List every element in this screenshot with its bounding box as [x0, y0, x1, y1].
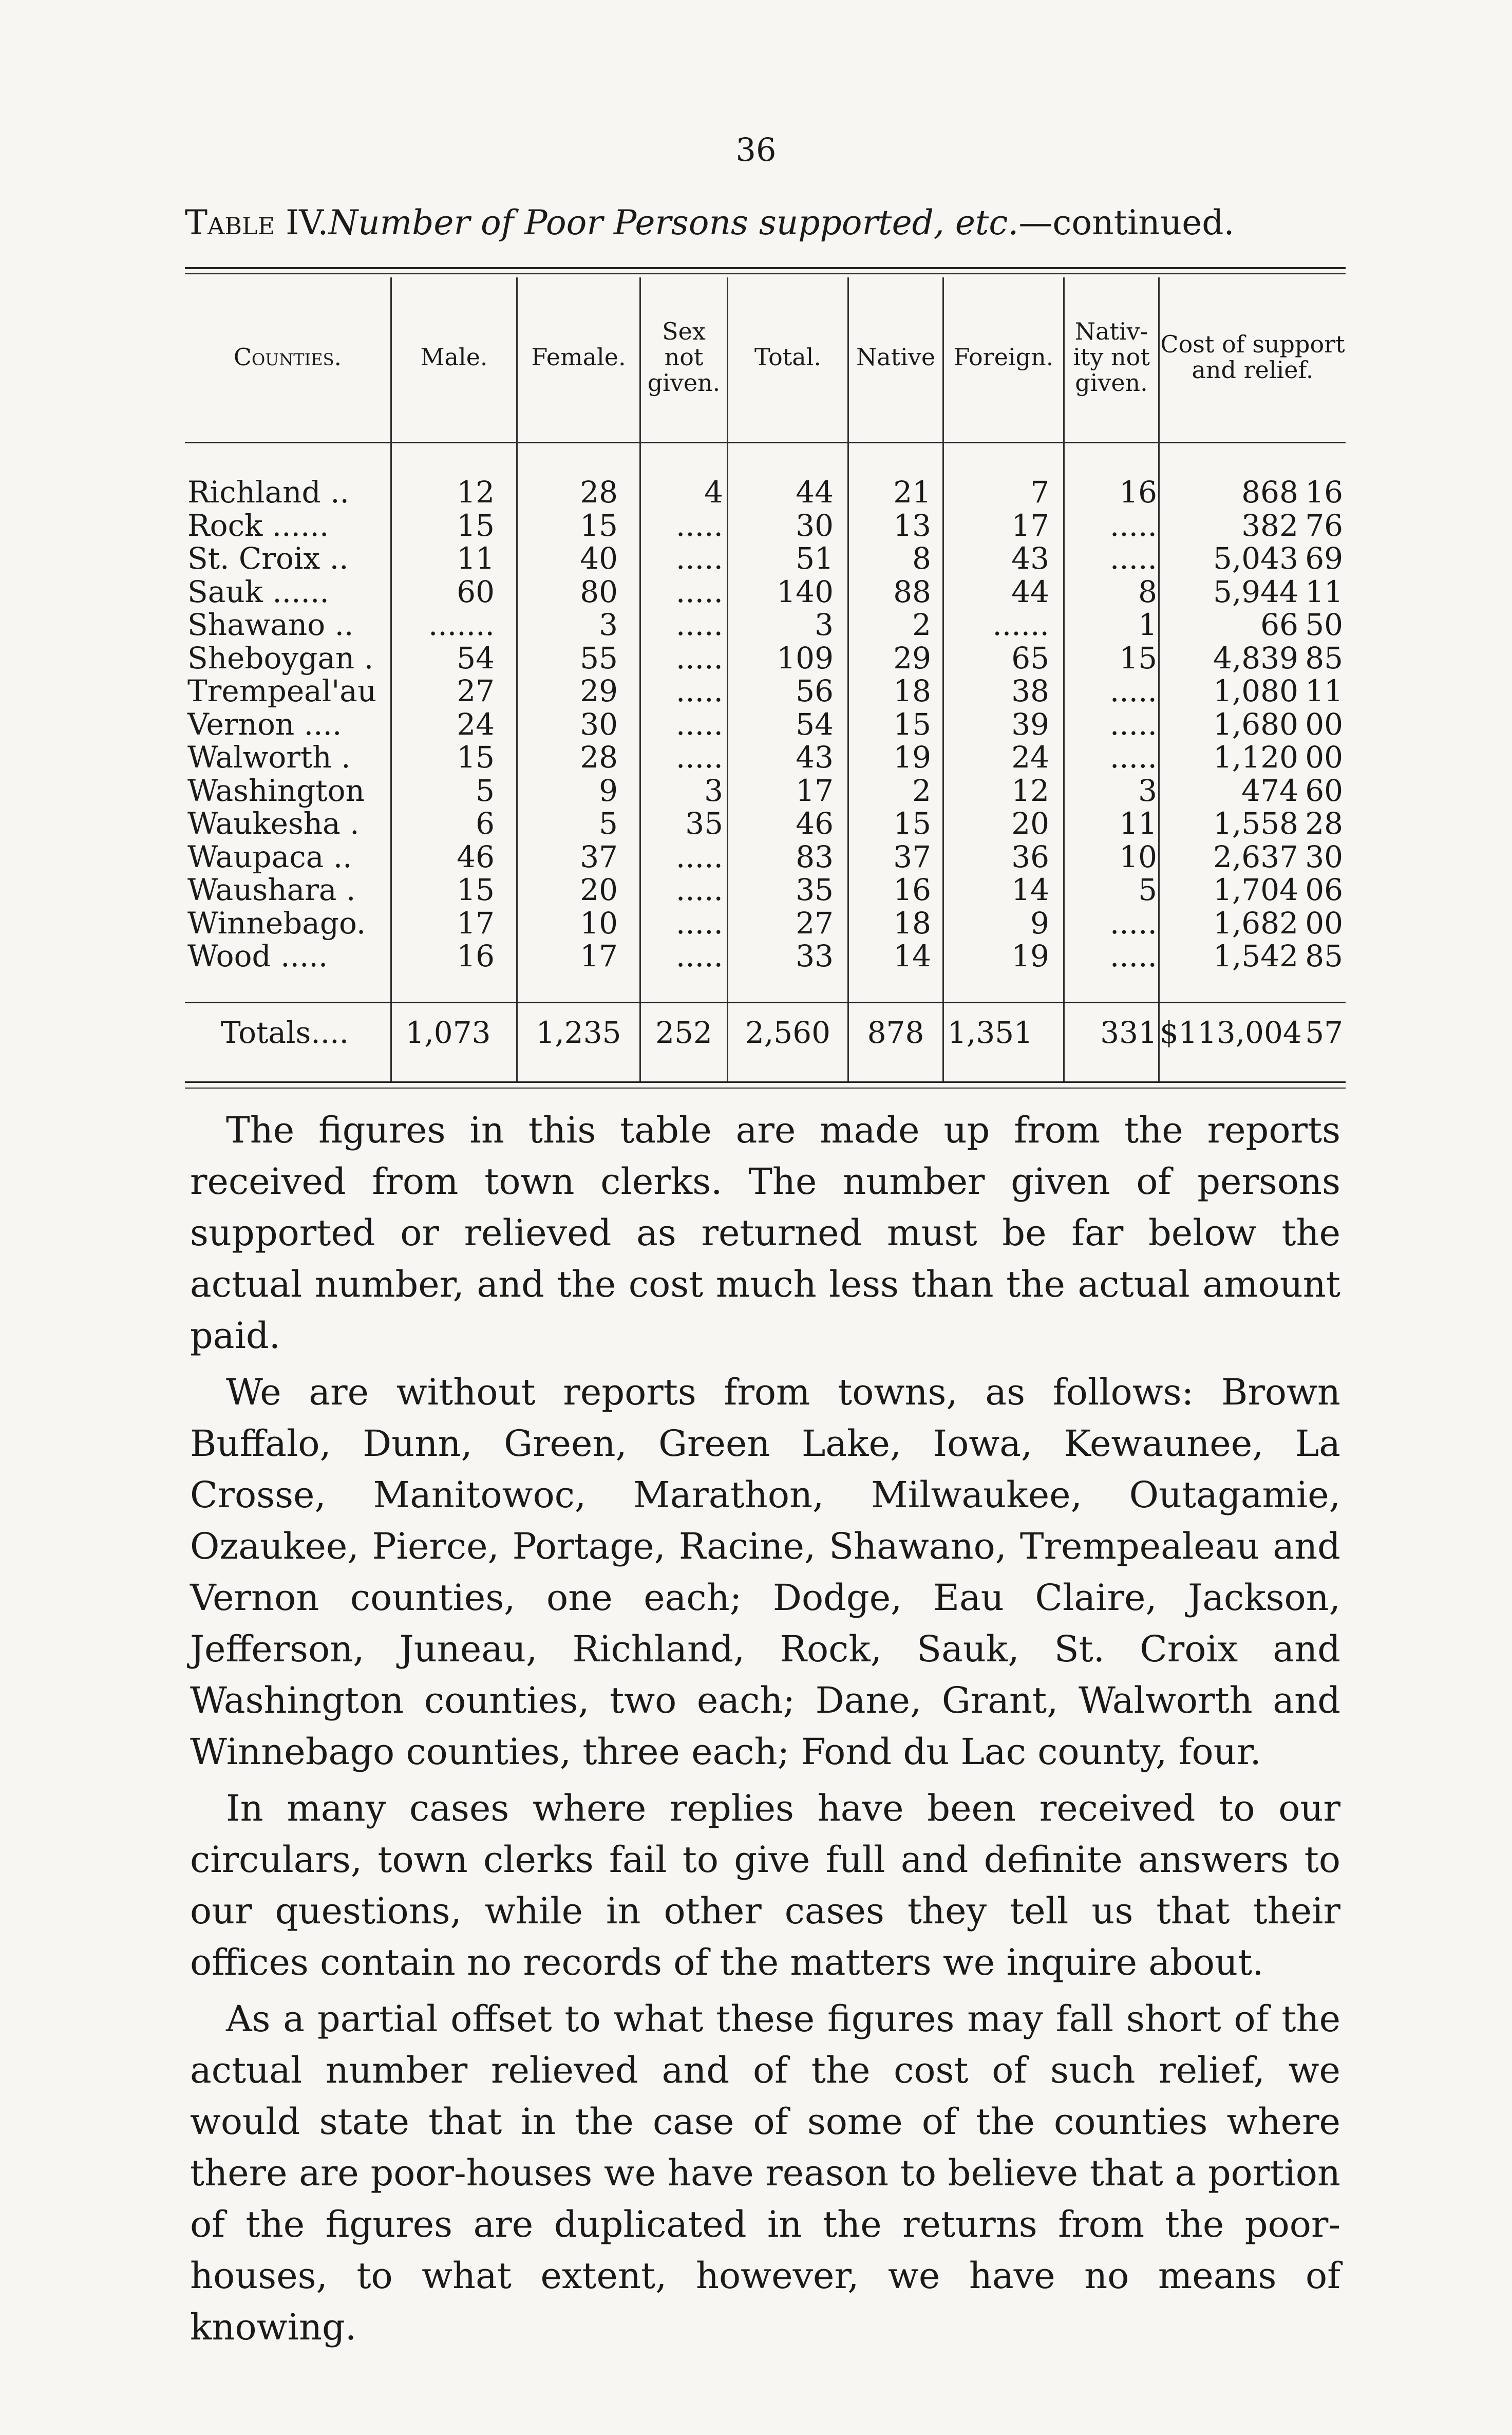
nativity-not-given-value: 3 — [1138, 773, 1157, 808]
male-value: 16 — [457, 939, 495, 973]
foreign-value: 14 — [1011, 872, 1049, 907]
cost-value: 382 — [1241, 508, 1298, 543]
female-value: 17 — [580, 939, 618, 973]
total-value: 140 — [777, 574, 834, 609]
totals-total: 2,560 — [745, 1015, 831, 1050]
cost-value: 1,080 — [1213, 673, 1298, 708]
female-value: 37 — [580, 839, 618, 874]
table-title-prefix: Table IV. — [185, 203, 329, 242]
cost-cents-value: 28 — [1305, 806, 1343, 841]
female-value: 55 — [580, 640, 618, 676]
male-value: 46 — [457, 839, 495, 874]
totals-row — [185, 1015, 1346, 1051]
header-nativity-not-given: Nativ- ity not given. — [1073, 317, 1150, 397]
county-name: Waukesha . — [187, 806, 360, 841]
sex-not-given-value: ..... — [675, 673, 723, 708]
county-name: Waupaca .. — [187, 839, 352, 874]
table-row — [185, 873, 1346, 907]
sex-not-given-value: ..... — [675, 706, 723, 742]
totals-male: 1,073 — [405, 1015, 491, 1050]
foreign-value: 9 — [1030, 905, 1049, 941]
totals-cost: $113,004 — [1160, 1015, 1302, 1050]
female-value: 3 — [599, 607, 618, 642]
header-total: Total. — [754, 343, 822, 371]
nativity-not-given-value: 1 — [1138, 607, 1157, 642]
county-name: Shawano .. — [187, 607, 354, 642]
cost-cents-value: 11 — [1305, 673, 1343, 708]
nativity-not-given-value: ..... — [1109, 905, 1157, 941]
sex-not-given-value: ..... — [675, 740, 723, 775]
nativity-not-given-value: ..... — [1109, 939, 1157, 973]
foreign-value: 44 — [1011, 574, 1049, 609]
male-value: 6 — [476, 806, 495, 841]
female-value: 9 — [599, 773, 618, 808]
cost-value: 1,680 — [1213, 706, 1298, 742]
county-name: St. Croix .. — [187, 541, 349, 576]
male-value: 11 — [457, 541, 495, 576]
native-value: 8 — [912, 541, 931, 576]
native-value: 2 — [912, 607, 931, 642]
cost-value: 1,120 — [1213, 740, 1298, 775]
foreign-value: 19 — [1011, 939, 1049, 973]
county-name: Rock ...... — [187, 508, 329, 543]
native-value: 16 — [893, 872, 931, 907]
cost-value: 66 — [1260, 607, 1298, 642]
table-title-suffix: —continued. — [1018, 203, 1235, 242]
nativity-not-given-value: 16 — [1119, 475, 1157, 510]
paragraph: In many cases where replies have been received to our circulars, town clerks fail to give full and definite answers to our questions, while in other cases they tell us that their offices contain no records of the matters we inquire about. — [190, 1787, 1340, 1983]
header-counties: Counties. — [233, 343, 342, 371]
totals-rule — [185, 1002, 1346, 1003]
nativity-not-given-value: 8 — [1138, 574, 1157, 609]
table-row — [185, 774, 1346, 808]
county-name: Sheboygan . — [187, 640, 374, 676]
table-row — [185, 509, 1346, 542]
header-native: Native — [856, 343, 936, 371]
nativity-not-given-value: 5 — [1138, 872, 1157, 907]
cost-value: 5,944 — [1213, 574, 1298, 609]
table-top-rule-thin — [185, 273, 1346, 274]
total-value: 83 — [796, 839, 834, 874]
county-name: Waushara . — [187, 872, 356, 907]
sex-not-given-value: ..... — [675, 839, 723, 874]
table-row — [185, 608, 1346, 642]
cost-value: 1,682 — [1213, 905, 1298, 941]
county-name: Trempeal'au — [187, 673, 377, 708]
male-value: 17 — [457, 905, 495, 941]
totals-nativity-not-given: 331 — [1100, 1015, 1157, 1050]
female-value: 40 — [580, 541, 618, 576]
header-cost: Cost of support and relief. — [1160, 330, 1345, 384]
male-value: 15 — [457, 740, 495, 775]
totals-cost-cents: 57 — [1305, 1015, 1343, 1050]
cost-value: 1,542 — [1213, 939, 1298, 973]
female-value: 15 — [580, 508, 618, 543]
header-sex-not-given: Sex not given. — [647, 317, 721, 397]
sex-not-given-value: ..... — [675, 872, 723, 907]
total-value: 46 — [796, 806, 834, 841]
table-title — [185, 203, 1346, 242]
cost-cents-value: 50 — [1305, 607, 1343, 642]
cost-cents-value: 06 — [1305, 872, 1343, 907]
sex-not-given-value: 3 — [704, 773, 723, 808]
male-value: 24 — [457, 706, 495, 742]
sex-not-given-value: ..... — [675, 607, 723, 642]
cost-value: 868 — [1241, 475, 1298, 510]
paragraph: We are without reports from towns, as follows: Brown Buffalo, Dunn, Green, Green Lake, Iowa, Kewaunee, La Crosse, Manitowoc, Marathon, Milwaukee, Outagamie, Ozaukee, Pierce, Portage, Racine, Shawano, Trempealeau and Vernon counties, one each; Dodge, Eau Claire, Jackson, Jefferson, Juneau, Richland, Rock, Sauk, St. Croix and Washington counties, two each; Dane, Grant, Walworth and Winnebago counties, three each; Fond du Lac county, four. — [190, 1371, 1340, 1773]
totals-label: Totals.... — [221, 1015, 349, 1050]
cost-cents-value: 11 — [1305, 574, 1343, 609]
paragraph: As a partial offset to what these figures may fall short of the actual number relieved and of the cost of such relief, we would state that in the case of some of the counties where there are poor-houses we have reason to believe that a portion of the figures are duplicated in the returns from the poor-houses, to what extent, however, we have no means of knowing. — [190, 1998, 1340, 2348]
female-value: 28 — [580, 740, 618, 775]
cost-cents-value: 85 — [1305, 939, 1343, 973]
female-value: 28 — [580, 475, 618, 510]
total-value: 17 — [796, 773, 834, 808]
foreign-value: 39 — [1011, 706, 1049, 742]
male-value: 15 — [457, 508, 495, 543]
cost-value: 4,839 — [1213, 640, 1298, 676]
table-row — [185, 840, 1346, 874]
table-row — [185, 541, 1346, 575]
cost-cents-value: 16 — [1305, 475, 1343, 510]
county-name: Winnebago. — [187, 905, 366, 941]
header-foreign: Foreign. — [953, 343, 1054, 371]
native-value: 15 — [893, 806, 931, 841]
total-value: 30 — [796, 508, 834, 543]
cost-cents-value: 60 — [1305, 773, 1343, 808]
native-value: 29 — [893, 640, 931, 676]
total-value: 51 — [796, 541, 834, 576]
body-text — [190, 1104, 1340, 2353]
cost-cents-value: 30 — [1305, 839, 1343, 874]
table-row — [185, 641, 1346, 675]
native-value: 37 — [893, 839, 931, 874]
table-title-italic: Number of Poor Persons supported, etc. — [328, 203, 1019, 242]
male-value: 27 — [457, 673, 495, 708]
cost-cents-value: 69 — [1305, 541, 1343, 576]
total-value: 35 — [796, 872, 834, 907]
native-value: 88 — [893, 574, 931, 609]
female-value: 80 — [580, 574, 618, 609]
sex-not-given-value: ..... — [675, 574, 723, 609]
nativity-not-given-value: ..... — [1109, 740, 1157, 775]
nativity-not-given-value: 15 — [1119, 640, 1157, 676]
table-row — [185, 939, 1346, 973]
sex-not-given-value: ..... — [675, 640, 723, 676]
cost-cents-value: 85 — [1305, 640, 1343, 676]
foreign-value: 24 — [1011, 740, 1049, 775]
native-value: 18 — [893, 905, 931, 941]
female-value: 20 — [580, 872, 618, 907]
totals-sex-not-given: 252 — [655, 1015, 712, 1050]
cost-value: 5,043 — [1213, 541, 1298, 576]
totals-foreign: 1,351 — [948, 1015, 1033, 1050]
total-value: 44 — [796, 475, 834, 510]
native-value: 14 — [893, 939, 931, 973]
table-row — [185, 575, 1346, 609]
native-value: 19 — [893, 740, 931, 775]
sex-not-given-value: ..... — [675, 508, 723, 543]
county-name: Richland .. — [187, 475, 349, 510]
foreign-value: 38 — [1011, 673, 1049, 708]
total-value: 109 — [777, 640, 834, 676]
female-value: 10 — [580, 905, 618, 941]
male-value: ....... — [428, 607, 495, 642]
county-name: Vernon .... — [187, 706, 342, 742]
table-row — [185, 740, 1346, 774]
county-name: Wood ..... — [187, 939, 328, 973]
male-value: 60 — [457, 574, 495, 609]
native-value: 18 — [893, 673, 931, 708]
total-value: 54 — [796, 706, 834, 742]
total-value: 3 — [815, 607, 834, 642]
total-value: 56 — [796, 673, 834, 708]
male-value: 5 — [476, 773, 495, 808]
foreign-value: 12 — [1011, 773, 1049, 808]
cost-cents-value: 00 — [1305, 740, 1343, 775]
native-value: 13 — [893, 508, 931, 543]
male-value: 15 — [457, 872, 495, 907]
total-value: 27 — [796, 905, 834, 941]
header-female: Female. — [531, 343, 626, 371]
table-bottom-rule-thin — [185, 1088, 1346, 1089]
county-name: Sauk ...... — [187, 574, 329, 609]
page-number: 36 — [735, 131, 777, 168]
nativity-not-given-value: 10 — [1119, 839, 1157, 874]
cost-cents-value: 76 — [1305, 508, 1343, 543]
county-name: Walworth . — [187, 740, 351, 775]
foreign-value: 43 — [1011, 541, 1049, 576]
cost-value: 474 — [1241, 773, 1298, 808]
cost-cents-value: 00 — [1305, 706, 1343, 742]
sex-not-given-value: ..... — [675, 541, 723, 576]
male-value: 54 — [457, 640, 495, 676]
nativity-not-given-value: ..... — [1109, 706, 1157, 742]
nativity-not-given-value: ..... — [1109, 508, 1157, 543]
total-value: 43 — [796, 740, 834, 775]
table-row — [185, 707, 1346, 741]
sex-not-given-value: ..... — [675, 939, 723, 973]
table-top-rule — [185, 267, 1346, 269]
foreign-value: 7 — [1030, 475, 1049, 510]
sex-not-given-value: 4 — [704, 475, 723, 510]
male-value: 12 — [457, 475, 495, 510]
native-value: 15 — [893, 706, 931, 742]
cost-value: 1,704 — [1213, 872, 1298, 907]
foreign-value: 36 — [1011, 839, 1049, 874]
foreign-value: 17 — [1011, 508, 1049, 543]
foreign-value: 65 — [1011, 640, 1049, 676]
table-row — [185, 475, 1346, 509]
female-value: 29 — [580, 673, 618, 708]
sex-not-given-value: 35 — [685, 806, 723, 841]
nativity-not-given-value: ..... — [1109, 673, 1157, 708]
sex-not-given-value: ..... — [675, 905, 723, 941]
table-bottom-rule — [185, 1081, 1346, 1083]
county-name: Washington — [187, 773, 365, 808]
totals-native: 878 — [867, 1015, 924, 1050]
native-value: 21 — [893, 475, 931, 510]
table-row — [185, 906, 1346, 940]
total-value: 33 — [796, 939, 834, 973]
cost-value: 1,558 — [1213, 806, 1298, 841]
cost-cents-value: 00 — [1305, 905, 1343, 941]
cost-value: 2,637 — [1213, 839, 1298, 874]
paragraph: The figures in this table are made up from the reports received from town clerks. The number given of persons supported or relieved as returned must be far below the actual number, and the cost much less than the actual amount paid. — [190, 1109, 1340, 1357]
nativity-not-given-value: ..... — [1109, 541, 1157, 576]
totals-female: 1,235 — [536, 1015, 621, 1050]
header-rule — [185, 442, 1346, 443]
nativity-not-given-value: 11 — [1119, 806, 1157, 841]
table-row — [185, 674, 1346, 708]
native-value: 2 — [912, 773, 931, 808]
foreign-value: 20 — [1011, 806, 1049, 841]
foreign-value: ...... — [992, 607, 1049, 642]
female-value: 30 — [580, 706, 618, 742]
female-value: 5 — [599, 806, 618, 841]
table-row — [185, 807, 1346, 840]
header-male: Male. — [420, 343, 488, 371]
